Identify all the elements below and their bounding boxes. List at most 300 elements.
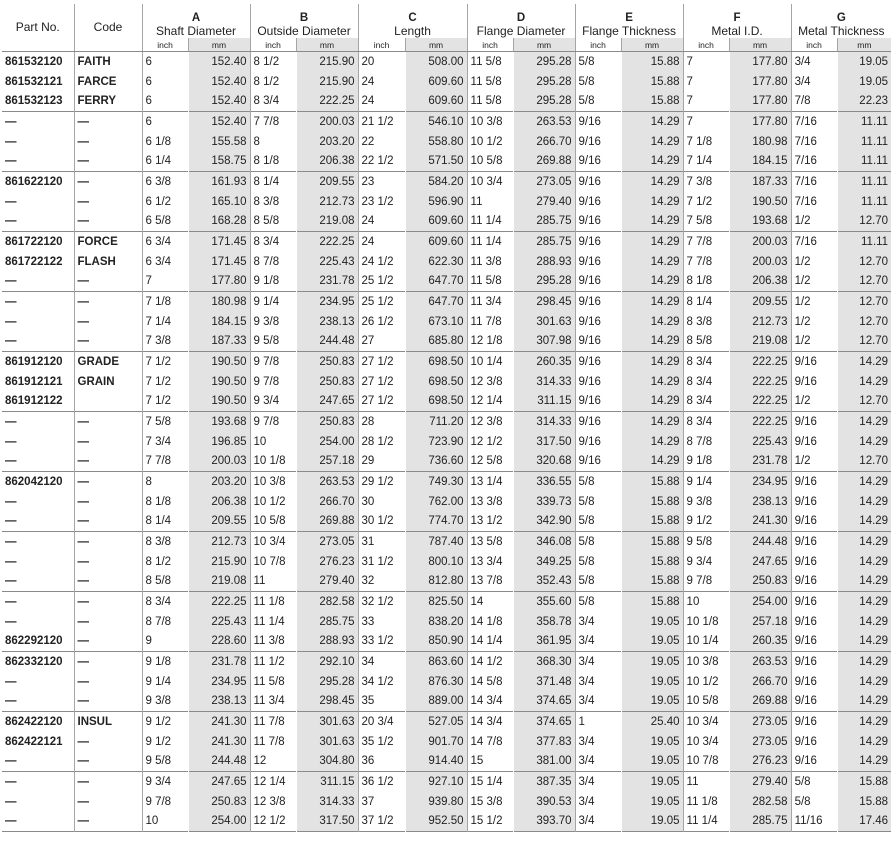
metal-id-inch: 10 3/4 — [683, 712, 729, 732]
flange-diameter-mm: 269.88 — [513, 152, 575, 172]
part-no-cell: 861722122 — [5, 255, 63, 268]
length-inch: 22 — [358, 132, 405, 152]
shaft-diameter-inch: 9 — [142, 632, 188, 652]
length-mm: 673.10 — [405, 312, 467, 332]
length-inch: 24 — [358, 92, 405, 112]
metal-id-mm: 250.83 — [729, 572, 791, 592]
flange-diameter-mm: 285.75 — [513, 232, 575, 252]
outside-diameter-mm: 288.93 — [296, 632, 358, 652]
flange-diameter-inch: 11 5/8 — [467, 72, 513, 92]
part-no-cell: — — [5, 315, 17, 328]
flange-thickness-inch: 3/4 — [575, 672, 621, 692]
part-no-cell: — — [2, 592, 74, 612]
group-header-c — [358, 4, 467, 38]
outside-diameter-inch: 11 7/8 — [250, 712, 296, 732]
metal-id-inch: 7 5/8 — [683, 212, 729, 232]
group-name: Metal I.D. — [711, 24, 763, 38]
table-row — [2, 392, 891, 412]
outside-diameter-mm: 238.13 — [296, 312, 358, 332]
length-inch: 36 1/2 — [358, 772, 405, 792]
flange-diameter-mm: 320.68 — [513, 452, 575, 472]
metal-id-inch: 7 1/8 — [683, 132, 729, 152]
flange-thickness-inch: 5/8 — [575, 552, 621, 572]
outside-diameter-mm: 311.15 — [296, 772, 358, 792]
flange-thickness-mm: 14.29 — [621, 132, 683, 152]
metal-thickness-inch: 9/16 — [791, 652, 837, 672]
length-inch: 27 1/2 — [358, 372, 405, 392]
flange-thickness-mm: 14.29 — [621, 172, 683, 192]
metal-thickness-inch: 9/16 — [791, 412, 837, 432]
flange-diameter-mm: 349.25 — [513, 552, 575, 572]
flange-diameter-inch: 14 1/4 — [467, 632, 513, 652]
part-no-cell: — — [5, 695, 17, 708]
flange-thickness-mm: 15.88 — [621, 52, 683, 72]
shaft-diameter-inch: 9 3/4 — [142, 772, 188, 792]
outside-diameter-inch: 10 3/8 — [250, 472, 296, 492]
table-row — [2, 432, 891, 452]
metal-id-mm: 254.00 — [729, 592, 791, 612]
metal-thickness-inch: 11/16 — [791, 812, 837, 832]
length-mm: 850.90 — [405, 632, 467, 652]
shaft-diameter-inch: 7 5/8 — [142, 412, 188, 432]
outside-diameter-inch: 8 3/4 — [250, 92, 296, 112]
group-letter: G — [836, 12, 846, 24]
part-no-cell: — — [5, 575, 17, 588]
flange-diameter-mm: 295.28 — [513, 272, 575, 292]
flange-thickness-inch: 9/16 — [575, 412, 621, 432]
code-cell: — — [74, 212, 142, 232]
code-cell: — — [74, 152, 142, 172]
flange-thickness-mm: 19.05 — [621, 632, 683, 652]
length-inch: 31 1/2 — [358, 552, 405, 572]
metal-thickness-mm: 11.11 — [837, 112, 891, 132]
metal-thickness-mm: 12.70 — [837, 332, 891, 352]
flange-thickness-inch: 9/16 — [575, 152, 621, 172]
metal-thickness-mm: 11.11 — [837, 192, 891, 212]
length-mm: 527.05 — [405, 712, 467, 732]
outside-diameter-mm: 212.73 — [296, 192, 358, 212]
shaft-diameter-inch: 8 — [142, 472, 188, 492]
outside-diameter-inch: 12 1/4 — [250, 772, 296, 792]
flange-thickness-mm: 15.88 — [621, 72, 683, 92]
outside-diameter-mm: 285.75 — [296, 612, 358, 632]
shaft-diameter-inch: 9 1/4 — [142, 672, 188, 692]
part-no-cell: 861532123 — [5, 95, 63, 108]
metal-id-inch: 7 — [683, 112, 729, 132]
part-no-cell: — — [5, 155, 17, 168]
flange-thickness-mm: 19.05 — [621, 652, 683, 672]
table-row — [2, 372, 891, 392]
shaft-diameter-mm: 241.30 — [188, 712, 250, 732]
group-name: Outside Diameter — [257, 24, 351, 38]
metal-thickness-mm: 14.29 — [837, 512, 891, 532]
table-row — [2, 812, 891, 832]
flange-diameter-inch: 11 5/8 — [467, 52, 513, 72]
metal-id-mm: 225.43 — [729, 432, 791, 452]
outside-diameter-mm: 203.20 — [296, 132, 358, 152]
table-row — [2, 92, 891, 112]
outside-diameter-inch: 8 1/2 — [250, 72, 296, 92]
outside-diameter-inch: 9 5/8 — [250, 332, 296, 352]
metal-id-inch: 9 1/2 — [683, 512, 729, 532]
length-inch: 26 1/2 — [358, 312, 405, 332]
length-mm: 812.80 — [405, 572, 467, 592]
flange-diameter-inch: 11 1/4 — [467, 212, 513, 232]
shaft-diameter-mm: 203.20 — [188, 472, 250, 492]
flange-diameter-inch: 12 1/4 — [467, 392, 513, 412]
part-no-header: Part No. — [2, 4, 74, 52]
part-no-cell: — — [5, 455, 17, 468]
metal-thickness-inch: 9/16 — [791, 632, 837, 652]
outside-diameter-mm: 257.18 — [296, 452, 358, 472]
table-row — [2, 532, 891, 552]
flange-thickness-inch: 9/16 — [575, 452, 621, 472]
length-inch: 34 — [358, 652, 405, 672]
shaft-diameter-mm: 222.25 — [188, 592, 250, 612]
flange-thickness-mm: 19.05 — [621, 752, 683, 772]
flange-diameter-inch: 11 3/8 — [467, 252, 513, 272]
table-body — [2, 52, 891, 832]
metal-thickness-inch: 1/2 — [791, 292, 837, 312]
flange-diameter-inch: 13 3/4 — [467, 552, 513, 572]
flange-diameter-inch: 15 1/4 — [467, 772, 513, 792]
flange-thickness-inch: 9/16 — [575, 432, 621, 452]
flange-thickness-mm: 14.29 — [621, 192, 683, 212]
metal-id-inch: 10 1/8 — [683, 612, 729, 632]
flange-thickness-inch: 9/16 — [575, 172, 621, 192]
flange-thickness-inch: 5/8 — [575, 592, 621, 612]
length-inch: 27 — [358, 332, 405, 352]
table-row — [2, 52, 891, 72]
table-row — [2, 792, 891, 812]
metal-id-mm: 273.05 — [729, 712, 791, 732]
length-mm: 876.30 — [405, 672, 467, 692]
flange-diameter-inch: 12 5/8 — [467, 452, 513, 472]
metal-thickness-mm: 14.29 — [837, 552, 891, 572]
flange-thickness-mm: 15.88 — [621, 592, 683, 612]
metal-id-mm: 177.80 — [729, 92, 791, 112]
metal-id-mm: 219.08 — [729, 332, 791, 352]
outside-diameter-inch: 8 1/8 — [250, 152, 296, 172]
code-cell: — — [74, 652, 142, 672]
outside-diameter-inch: 9 3/8 — [250, 312, 296, 332]
flange-thickness-mm: 14.29 — [621, 452, 683, 472]
flange-thickness-inch: 9/16 — [575, 272, 621, 292]
shaft-diameter-mm: 171.45 — [188, 232, 250, 252]
shaft-diameter-inch: 8 3/8 — [142, 532, 188, 552]
part-no-cell: — — [2, 292, 74, 312]
flange-thickness-mm: 14.29 — [621, 252, 683, 272]
metal-thickness-mm: 14.29 — [837, 372, 891, 392]
metal-thickness-inch: 5/8 — [791, 772, 837, 792]
flange-diameter-mm: 288.93 — [513, 252, 575, 272]
shaft-diameter-mm: 225.43 — [188, 612, 250, 632]
part-no-cell: 861622120 — [2, 172, 74, 192]
flange-diameter-mm: 263.53 — [513, 112, 575, 132]
part-no-cell: 862292120 — [5, 635, 63, 648]
flange-diameter-mm: 314.33 — [513, 372, 575, 392]
outside-diameter-inch: 11 3/8 — [250, 632, 296, 652]
code-cell: FLASH — [74, 252, 142, 272]
metal-id-mm: 177.80 — [729, 72, 791, 92]
outside-diameter-mm: 206.38 — [296, 152, 358, 172]
table-row — [2, 632, 891, 652]
metal-thickness-mm: 14.29 — [837, 752, 891, 772]
flange-thickness-inch: 9/16 — [575, 332, 621, 352]
length-inch: 24 — [358, 232, 405, 252]
part-no-cell: 861722120 — [2, 232, 74, 252]
metal-id-mm: 279.40 — [729, 772, 791, 792]
length-mm: 952.50 — [405, 812, 467, 832]
length-inch: 35 — [358, 692, 405, 712]
flange-thickness-inch: 3/4 — [575, 752, 621, 772]
shaft-diameter-mm: 184.15 — [188, 312, 250, 332]
flange-thickness-mm: 14.29 — [621, 392, 683, 412]
flange-thickness-inch: 3/4 — [575, 632, 621, 652]
flange-thickness-inch: 5/8 — [575, 92, 621, 112]
part-no-cell: 862422120 — [2, 712, 74, 732]
flange-diameter-inch: 11 5/8 — [467, 272, 513, 292]
flange-thickness-mm: 14.29 — [621, 292, 683, 312]
length-mm: 685.80 — [405, 332, 467, 352]
outside-diameter-mm: 295.28 — [296, 672, 358, 692]
code-cell: — — [74, 732, 142, 752]
flange-diameter-inch: 14 1/2 — [467, 652, 513, 672]
code-cell: — — [74, 452, 142, 472]
flange-thickness-mm: 14.29 — [621, 152, 683, 172]
outside-diameter-mm: 263.53 — [296, 472, 358, 492]
outside-diameter-mm: 215.90 — [296, 72, 358, 92]
unit-mm-header: mm — [837, 38, 891, 52]
length-mm: 825.50 — [405, 592, 467, 612]
flange-thickness-inch: 9/16 — [575, 372, 621, 392]
flange-diameter-mm: 339.73 — [513, 492, 575, 512]
length-mm: 698.50 — [405, 352, 467, 372]
length-inch: 29 1/2 — [358, 472, 405, 492]
metal-id-mm: 200.03 — [729, 232, 791, 252]
flange-diameter-mm: 377.83 — [513, 732, 575, 752]
unit-mm-header: mm — [405, 38, 467, 52]
flange-diameter-inch: 12 3/8 — [467, 412, 513, 432]
group-name: Shaft Diameter — [155, 24, 237, 38]
table-row — [2, 412, 891, 432]
group-name: Metal Thickness — [798, 24, 885, 38]
flange-thickness-mm: 14.29 — [621, 212, 683, 232]
flange-thickness-inch: 5/8 — [575, 52, 621, 72]
flange-diameter-mm: 279.40 — [513, 192, 575, 212]
metal-thickness-mm: 14.29 — [837, 412, 891, 432]
group-name: Length — [394, 24, 431, 38]
metal-id-mm: 257.18 — [729, 612, 791, 632]
metal-thickness-mm: 14.29 — [837, 432, 891, 452]
length-inch: 33 1/2 — [358, 632, 405, 652]
part-no-cell: 862042120 — [2, 472, 74, 492]
flange-diameter-inch: 13 3/8 — [467, 492, 513, 512]
part-no-cell: — — [5, 615, 17, 628]
outside-diameter-mm: 279.40 — [296, 572, 358, 592]
flange-thickness-mm: 15.88 — [621, 472, 683, 492]
shaft-diameter-inch: 7 3/4 — [142, 432, 188, 452]
metal-thickness-inch: 9/16 — [791, 352, 837, 372]
outside-diameter-inch: 8 1/2 — [250, 52, 296, 72]
flange-diameter-inch: 14 3/4 — [467, 692, 513, 712]
outside-diameter-mm: 301.63 — [296, 712, 358, 732]
table-row — [2, 752, 891, 772]
flange-diameter-mm: 374.65 — [513, 692, 575, 712]
metal-id-inch: 9 3/8 — [683, 492, 729, 512]
code-cell: — — [74, 632, 142, 652]
flange-diameter-inch: 12 3/8 — [467, 372, 513, 392]
shaft-diameter-inch: 6 — [142, 112, 188, 132]
flange-thickness-inch: 5/8 — [575, 492, 621, 512]
flange-diameter-inch: 13 5/8 — [467, 532, 513, 552]
length-mm: 939.80 — [405, 792, 467, 812]
metal-id-mm: 247.65 — [729, 552, 791, 572]
length-mm: 609.60 — [405, 212, 467, 232]
shaft-diameter-mm: 206.38 — [188, 492, 250, 512]
unit-mm-header: mm — [296, 38, 358, 52]
table-row — [2, 292, 891, 312]
length-inch: 24 — [358, 72, 405, 92]
flange-thickness-inch: 9/16 — [575, 132, 621, 152]
flange-thickness-inch: 5/8 — [575, 72, 621, 92]
shaft-diameter-inch: 7 7/8 — [142, 452, 188, 472]
metal-thickness-mm: 14.29 — [837, 492, 891, 512]
metal-id-mm: 260.35 — [729, 632, 791, 652]
flange-thickness-inch: 9/16 — [575, 352, 621, 372]
outside-diameter-mm: 273.05 — [296, 532, 358, 552]
shaft-diameter-mm: 152.40 — [188, 92, 250, 112]
flange-diameter-inch: 13 1/2 — [467, 512, 513, 532]
shaft-diameter-inch: 7 1/4 — [142, 312, 188, 332]
table-row — [2, 672, 891, 692]
metal-id-inch: 8 3/4 — [683, 352, 729, 372]
code-cell: FERRY — [74, 92, 142, 112]
flange-thickness-mm: 14.29 — [621, 412, 683, 432]
flange-thickness-inch: 5/8 — [575, 572, 621, 592]
outside-diameter-mm: 244.48 — [296, 332, 358, 352]
table-row — [2, 772, 891, 792]
flange-diameter-inch: 13 1/4 — [467, 472, 513, 492]
flange-diameter-inch: 11 7/8 — [467, 312, 513, 332]
flange-diameter-inch: 15 3/8 — [467, 792, 513, 812]
code-cell: — — [74, 132, 142, 152]
length-inch: 28 — [358, 412, 405, 432]
metal-id-inch: 7 — [683, 92, 729, 112]
outside-diameter-mm: 215.90 — [296, 52, 358, 72]
metal-id-mm: 282.58 — [729, 792, 791, 812]
metal-thickness-mm: 15.88 — [837, 772, 891, 792]
shaft-diameter-inch: 7 3/8 — [142, 332, 188, 352]
metal-thickness-mm: 11.11 — [837, 232, 891, 252]
table-row — [2, 492, 891, 512]
shaft-diameter-mm: 155.58 — [188, 132, 250, 152]
length-mm: 698.50 — [405, 392, 467, 412]
metal-thickness-mm: 17.46 — [837, 812, 891, 832]
metal-thickness-inch: 9/16 — [791, 612, 837, 632]
length-mm: 762.00 — [405, 492, 467, 512]
metal-thickness-mm: 14.29 — [837, 652, 891, 672]
length-mm: 901.70 — [405, 732, 467, 752]
shaft-diameter-mm: 254.00 — [188, 812, 250, 832]
flange-diameter-mm: 346.08 — [513, 532, 575, 552]
length-inch: 37 1/2 — [358, 812, 405, 832]
outside-diameter-inch: 11 1/8 — [250, 592, 296, 612]
code-cell: — — [74, 432, 142, 452]
length-mm: 914.40 — [405, 752, 467, 772]
outside-diameter-inch: 11 7/8 — [250, 732, 296, 752]
flange-thickness-inch: 3/4 — [575, 772, 621, 792]
flange-diameter-mm: 295.28 — [513, 92, 575, 112]
length-mm: 774.70 — [405, 512, 467, 532]
shaft-diameter-mm: 190.50 — [188, 392, 250, 412]
flange-diameter-mm: 311.15 — [513, 392, 575, 412]
code-cell: — — [74, 492, 142, 512]
metal-id-inch: 11 1/4 — [683, 812, 729, 832]
flange-diameter-inch: 11 3/4 — [467, 292, 513, 312]
flange-thickness-mm: 15.88 — [621, 532, 683, 552]
length-inch: 25 1/2 — [358, 292, 405, 312]
shaft-diameter-inch: 10 — [142, 812, 188, 832]
unit-inch-header: inch — [575, 38, 621, 52]
table-row — [2, 192, 891, 212]
group-name: Flange Diameter — [476, 24, 566, 38]
length-mm: 723.90 — [405, 432, 467, 452]
outside-diameter-mm: 222.25 — [296, 232, 358, 252]
metal-id-mm: 212.73 — [729, 312, 791, 332]
flange-thickness-mm: 25.40 — [621, 712, 683, 732]
outside-diameter-mm: 254.00 — [296, 432, 358, 452]
length-mm: 609.60 — [405, 232, 467, 252]
shaft-diameter-inch: 9 3/8 — [142, 692, 188, 712]
metal-thickness-inch: 9/16 — [791, 532, 837, 552]
table-row — [2, 552, 891, 572]
shaft-diameter-mm: 238.13 — [188, 692, 250, 712]
code-cell: — — [74, 752, 142, 772]
length-mm: 711.20 — [405, 412, 467, 432]
shaft-diameter-inch: 8 5/8 — [142, 572, 188, 592]
metal-thickness-mm: 19.05 — [837, 52, 891, 72]
length-inch: 20 3/4 — [358, 712, 405, 732]
metal-id-inch: 8 1/4 — [683, 292, 729, 312]
shaft-diameter-mm: 165.10 — [188, 192, 250, 212]
metal-thickness-mm: 12.70 — [837, 392, 891, 412]
metal-thickness-mm: 14.29 — [837, 352, 891, 372]
metal-id-mm: 222.25 — [729, 412, 791, 432]
flange-thickness-mm: 15.88 — [621, 92, 683, 112]
outside-diameter-mm: 225.43 — [296, 252, 358, 272]
flange-thickness-mm: 14.29 — [621, 372, 683, 392]
flange-thickness-inch: 5/8 — [575, 472, 621, 492]
flange-thickness-mm: 14.29 — [621, 352, 683, 372]
metal-thickness-inch: 3/4 — [791, 52, 837, 72]
shaft-diameter-mm: 219.08 — [188, 572, 250, 592]
metal-id-mm: 193.68 — [729, 212, 791, 232]
outside-diameter-inch: 12 — [250, 752, 296, 772]
part-no-cell: — — [5, 495, 17, 508]
outside-diameter-inch: 10 — [250, 432, 296, 452]
group-header-e — [575, 4, 683, 38]
part-no-cell: 861532120 — [5, 55, 63, 68]
part-no-cell: — — [2, 112, 74, 132]
shaft-diameter-mm: 250.83 — [188, 792, 250, 812]
group-name: Flange Thickness — [582, 24, 676, 38]
length-mm: 508.00 — [405, 52, 467, 72]
metal-thickness-inch: 7/16 — [791, 192, 837, 212]
outside-diameter-mm: 298.45 — [296, 692, 358, 712]
metal-thickness-mm: 14.29 — [837, 712, 891, 732]
metal-thickness-mm: 22.23 — [837, 92, 891, 112]
